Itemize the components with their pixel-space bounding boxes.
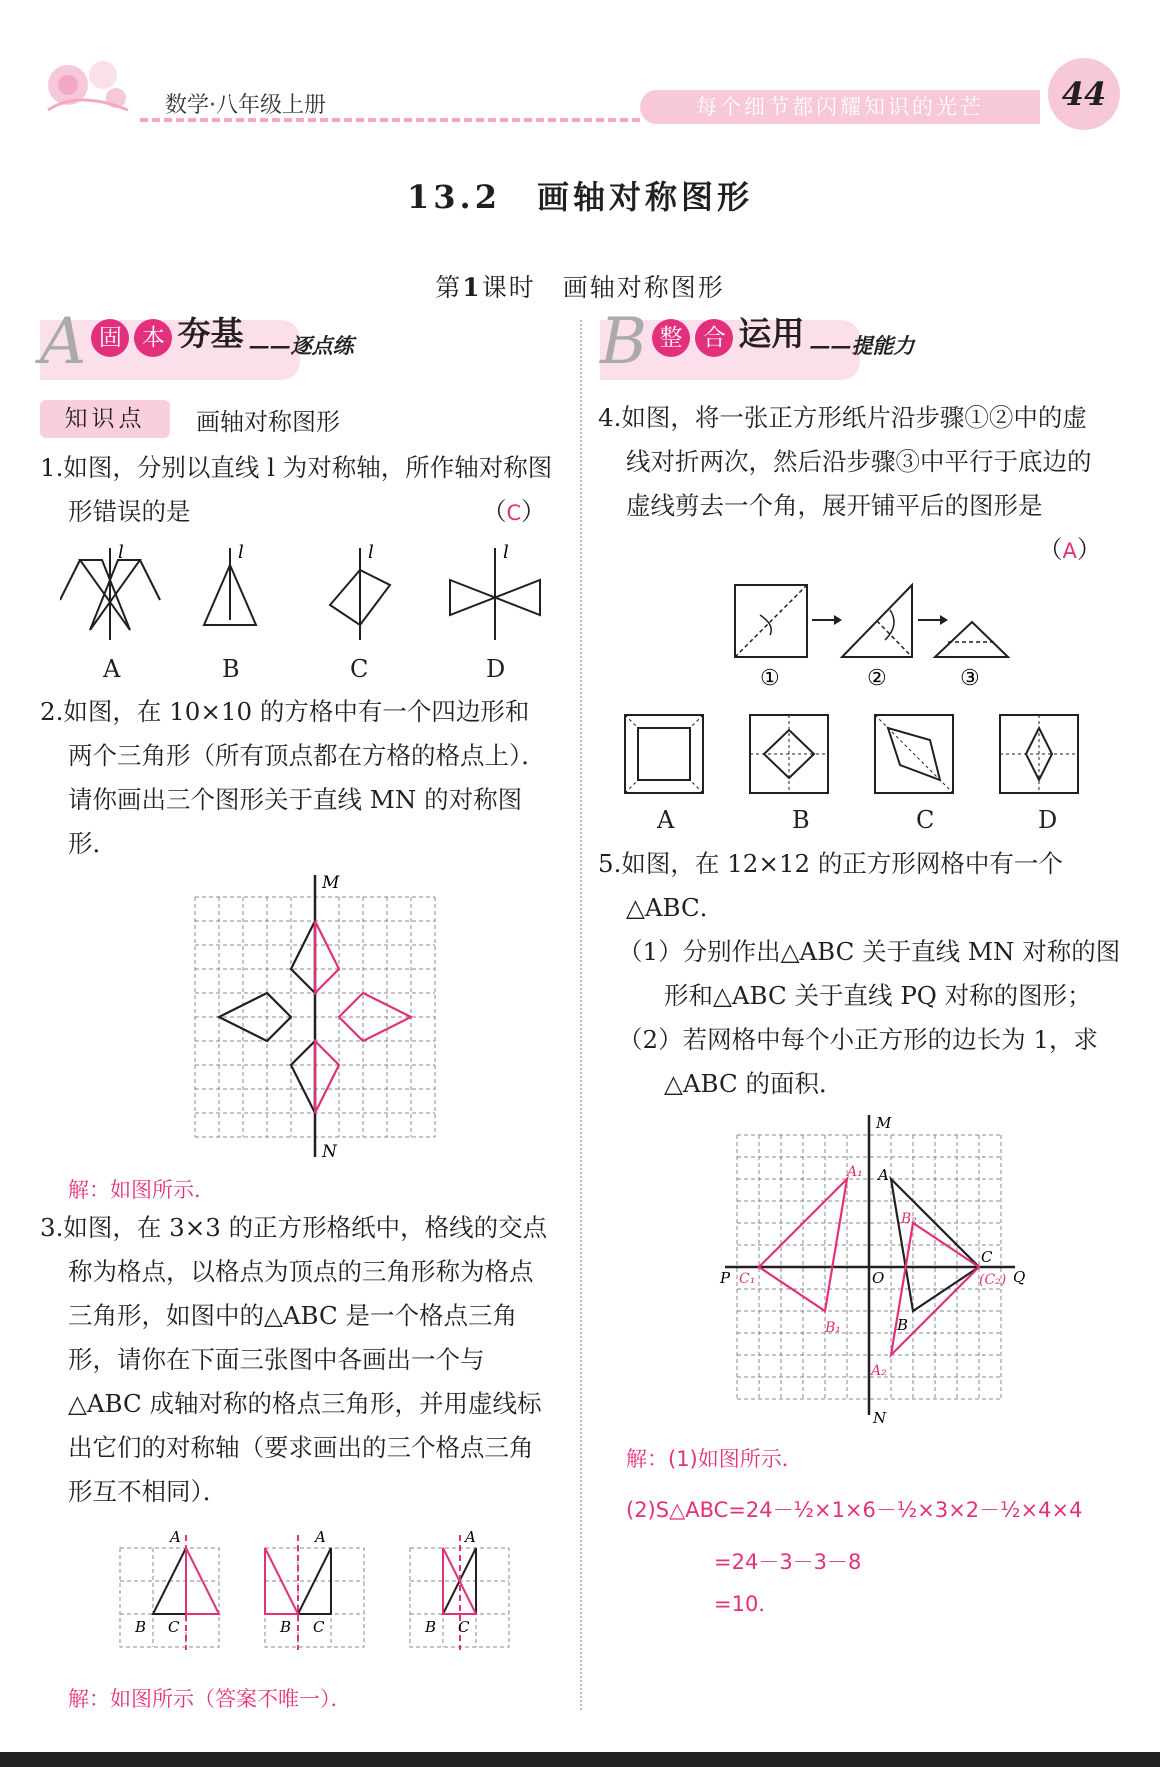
lesson-title-post: 课时 画轴对称图形 [481,273,725,302]
q5-solution2-step2: =24－3－3－8 [714,1550,862,1574]
section-title: 13.2 画轴对称图形 [407,178,753,216]
q5-solution2 [626,1494,1082,1524]
q5-line2: △ABC． [626,893,725,922]
q5-sub2-line2: △ABC 的面积． [664,1069,844,1098]
banner-b-char2: 合 [695,319,733,357]
banner-a-char1: 固 [91,319,129,357]
q2-label-m: M [322,873,340,893]
q2-line4: 形． [68,829,117,858]
q5-label-a1: A₁ [847,1164,863,1180]
q4-option-a: A [657,806,675,834]
q3-fig3-label-b: B [425,1618,437,1636]
q4-line2: 线对折两次，然后沿步骤③中平行于底边的 [626,447,1092,476]
q3-line2: 称为格点，以格点为顶点的三角形称为格点 [68,1257,534,1286]
book-title: 数学·八年级上册 [165,93,326,118]
q5-solution1: 解：(1)如图所示． [626,1447,803,1471]
q4-step3: ③ [960,666,980,691]
q3-line4: 形，请你在下面三张图中各画出一个与 [68,1345,485,1374]
q4-option-b: B [792,806,810,834]
q1-axis-label-d: l [503,542,509,563]
q5-label-c2: (C₂) [979,1272,1007,1288]
lesson-number: 1 [462,273,482,302]
q5-label-p: P [720,1269,731,1287]
q1-option-b: B [222,655,240,683]
banner-a-char2: 本 [134,319,172,357]
q5-label-c1: C₁ [739,1271,756,1287]
q1-option-d: D [486,655,506,683]
header-divider [140,118,640,122]
q3-fig1-label-b: B [135,1618,147,1636]
knowledge-point-text: 画轴对称图形 [196,408,340,436]
q2-solution: 解：如图所示． [68,1178,215,1202]
q1-line2: 形错误的是 [68,497,191,526]
banner-b-char1: 整 [652,319,690,357]
q1-axis-label-b: l [238,542,244,563]
q3-line6: 出它们的对称轴（要求画出的三个格点三角 [68,1433,534,1462]
q1-option-c: C [350,655,369,683]
q5-label-m: M [876,1114,892,1132]
bottom-bar [0,1752,1160,1767]
banner-a-content [40,305,354,379]
q5-label-b: B [897,1316,909,1334]
banner-a-word: 夯基 [177,314,244,353]
header-flower-decoration [38,50,138,120]
q3-fig3-label-a: A [465,1528,476,1546]
q1-axis-label-a: l [118,542,124,563]
q2-line2: 两个三角形（所有顶点都在方格的格点上）． [68,741,546,770]
q3-line7: 形互不相同）． [68,1477,228,1506]
q4-line1: 4.如图，将一张正方形纸片沿步骤①②中的虚 [598,403,1087,432]
q4-answer-bracket: （A） [1038,535,1102,564]
lesson-title-pre: 第 [435,273,463,302]
q5-label-o: O [872,1269,885,1287]
banner-b-content [600,305,914,379]
q3-fig2-label-b: B [280,1618,292,1636]
q3-line3: 三角形，如图中的△ABC 是一个格点三角 [68,1301,518,1330]
q5-label-c: C [981,1248,993,1266]
q4-step2: ② [867,666,887,691]
q3-fig1-label-c: C [168,1618,180,1636]
q3-fig2-label-c: C [313,1618,325,1636]
q3-fig2-label-a: A [315,1528,326,1546]
q5-label-q: Q [1013,1268,1026,1286]
knowledge-point-label: 知识点 [40,400,170,438]
q1-option-a: A [103,655,121,683]
q1-axis-label-c: l [368,542,374,563]
q4-options-figure [620,710,1090,804]
banner-a-letter: A [40,305,87,379]
header-slogan: 每个细节都闪耀知识的光芒 [640,90,1040,124]
q5-sub1-line2: 形和△ABC 关于直线 PQ 对称的图形； [664,981,1092,1010]
q3-fig3-label-c: C [458,1618,470,1636]
q5-label-a: A [878,1166,889,1184]
q3-line5: △ABC 成轴对称的格点三角形，并用虚线标 [68,1389,542,1418]
q3-line1: 3.如图，在 3×3 的正方形格纸中，格线的交点 [40,1213,548,1242]
banner-a-tag: ——逐点练 [248,333,354,358]
q1-answer: C [506,501,522,525]
q4-step1: ① [760,666,780,691]
q4-option-c: C [916,806,935,834]
q5-sub1-line1: （1）分别作出△ABC 关于直线 MN 对称的图 [618,937,1121,966]
q3-solution: 解：如图所示（答案不唯一）． [68,1687,352,1711]
q2-label-n: N [322,1142,337,1160]
q5-solution2-step3: =10． [714,1592,780,1616]
column-divider [580,320,582,1710]
q1-answer-bracket: （C） [482,497,546,526]
lesson-title [0,268,1160,304]
q4-steps-figure [730,580,1020,699]
page-number: 44 [1048,58,1120,130]
q4-option-d: D [1038,806,1058,834]
q2-grid-figure [190,870,440,1164]
q5-label-a2: A₂ [871,1363,887,1379]
q5-solution2-expr: =24－½×1×6－½×3×2－½×4×4 [728,1498,1083,1522]
q2-line1: 2.如图，在 10×10 的方格中有一个四边形和 [40,697,530,726]
q5-solution2-label: (2)S△ABC [626,1498,729,1522]
banner-b-letter: B [600,305,648,379]
q5-line1: 5.如图，在 12×12 的正方形网格中有一个 [598,849,1063,878]
q3-grid-figures [110,1520,520,1654]
q3-fig1-label-a: A [170,1528,181,1546]
q5-label-b2: B₂ [901,1211,917,1227]
q5-label-b1: B₁ [825,1320,841,1336]
q4-line3: 虚线剪去一个角，展开铺平后的图形是 [626,491,1043,520]
q2-line3: 请你画出三个图形关于直线 MN 的对称图 [68,785,523,814]
q5-sub2-line1: （2）若网格中每个小正方形的边长为 1，求 [618,1025,1098,1054]
q1-line1: 1.如图，分别以直线 l 为对称轴，所作轴对称图 [40,453,553,482]
banner-b-tag: ——提能力 [809,333,915,358]
q4-answer: A [1062,539,1077,563]
banner-b-word: 运用 [738,314,805,353]
q5-grid-figure [715,1110,1035,1434]
q5-label-n: N [873,1409,887,1427]
